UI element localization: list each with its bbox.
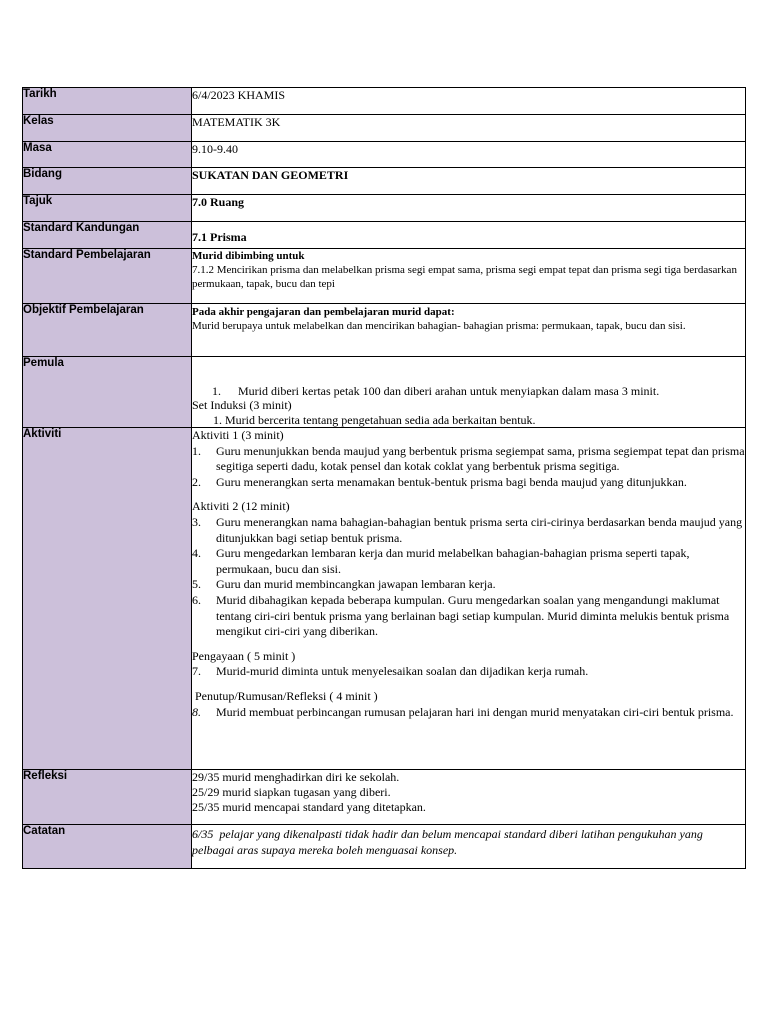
value-standard-kandungan: 7.1 Prisma bbox=[192, 222, 746, 249]
row-kelas bbox=[23, 115, 746, 142]
row-masa bbox=[23, 142, 746, 168]
row-standard-pembelajaran bbox=[23, 249, 746, 304]
row-catatan bbox=[23, 825, 746, 869]
value-standard-pembelajaran bbox=[192, 249, 746, 304]
list-item-text: Guru menunjukkan benda maujud yang berbentuk prisma segiempat sama, prisma segiempat tepat dan prisma segitiga seperti dadu, kotak pensel dan kotak coklat yang berbentuk prisma segitiga. bbox=[216, 443, 745, 474]
row-objektif bbox=[23, 304, 746, 357]
list-item-text: Guru menerangkan nama bahagian-bahagian bentuk prisma serta ciri-cirinya berdasarkan benda maujud yang ditunjukkan bagi setiap bentuk prisma. bbox=[216, 514, 743, 545]
label-refleksi: Refleksi bbox=[23, 770, 192, 825]
aktiviti-1-list bbox=[192, 444, 745, 491]
list-item bbox=[192, 546, 745, 577]
row-pemula bbox=[23, 357, 746, 428]
list-item bbox=[192, 475, 745, 491]
list-item bbox=[192, 577, 745, 593]
pengayaan-title: Pengayaan ( 5 minit ) bbox=[192, 648, 296, 663]
refleksi-line: 29/35 murid menghadirkan diri ke sekolah. bbox=[192, 770, 400, 784]
set-induksi-title: Set Induksi (3 minit) bbox=[192, 398, 292, 412]
value-tajuk: 7.0 Ruang bbox=[192, 195, 746, 222]
list-item-number: 5. bbox=[192, 577, 201, 592]
pemula-item bbox=[192, 385, 745, 398]
value-masa: 9.10-9.40 bbox=[192, 142, 746, 168]
label-objektif: Objektif Pembelajaran bbox=[23, 304, 192, 357]
label-bidang: Bidang bbox=[23, 168, 192, 195]
list-item bbox=[192, 664, 745, 680]
row-aktiviti bbox=[23, 428, 746, 770]
row-bidang bbox=[23, 168, 746, 195]
label-masa: Masa bbox=[23, 142, 192, 168]
list-item-number: 3. bbox=[192, 514, 201, 529]
objektif-text: Murid berupaya untuk melabelkan dan mencirikan bahagian- bahagian prisma: permukaan, tapak, bucu dan sisi. bbox=[192, 320, 686, 332]
label-catatan: Catatan bbox=[23, 825, 192, 869]
value-refleksi bbox=[192, 770, 746, 825]
label-tarikh: Tarikh bbox=[23, 88, 192, 115]
list-item-text: Murid dibahagikan kepada beberapa kumpulan. Guru mengedarkan soalan yang mengandungi maklumat tentang ciri-ciri bentuk prisma yang berlainan bagi setiap kumpulan. Murid diminta melukis bentuk prisma mengikut ciri-ciri yang diberikan. bbox=[216, 592, 730, 639]
row-tajuk bbox=[23, 195, 746, 222]
list-item-number: 6. bbox=[192, 592, 201, 607]
value-bidang: SUKATAN DAN GEOMETRI bbox=[192, 168, 746, 195]
list-item bbox=[192, 593, 745, 640]
label-standard-kandungan: Standard Kandungan bbox=[23, 222, 192, 249]
aktiviti-2-list bbox=[192, 515, 745, 640]
pemula-item-text: Murid diberi kertas petak 100 dan diberi arahan untuk menyiapkan dalam masa 3 minit. bbox=[238, 384, 660, 398]
list-item-text: Murid membuat perbincangan rumusan pelajaran hari ini dengan murid menyatakan ciri-ciri bentuk prisma. bbox=[216, 704, 734, 719]
standard-pembelajaran-heading: Murid dibimbing untuk bbox=[192, 250, 305, 262]
penutup-title: Penutup/Rumusan/Refleksi ( 4 minit ) bbox=[192, 688, 378, 703]
row-tarikh bbox=[23, 88, 746, 115]
value-tarikh: 6/4/2023 KHAMIS bbox=[192, 88, 746, 115]
label-aktiviti: Aktiviti bbox=[23, 428, 192, 770]
value-objektif bbox=[192, 304, 746, 357]
refleksi-line: 25/29 murid siapkan tugasan yang diberi. bbox=[192, 785, 391, 799]
list-item bbox=[192, 705, 745, 721]
list-item-number: 7. bbox=[192, 664, 201, 679]
label-kelas: Kelas bbox=[23, 115, 192, 142]
list-item-number: 4. bbox=[192, 546, 201, 561]
list-item-number: 1. bbox=[192, 443, 201, 458]
list-item-number: 8. bbox=[192, 704, 201, 719]
standard-pembelajaran-text: 7.1.2 Mencirikan prisma dan melabelkan prisma segi empat sama, prisma segi empat tepat dan prisma segi tiga berdasarkan permukaan, tapak, bucu dan tepi bbox=[192, 264, 737, 290]
list-item bbox=[192, 444, 745, 475]
list-item bbox=[192, 515, 745, 546]
list-item-text: Guru mengedarkan lembaran kerja dan murid melabelkan bahagian-bahagian prisma seperti tapak, permukaan, bucu dan sisi. bbox=[216, 546, 690, 576]
value-aktiviti bbox=[192, 428, 746, 770]
value-pemula bbox=[192, 357, 746, 428]
penutup-list bbox=[192, 705, 745, 721]
list-item-text: Guru menerangkan serta menamakan bentuk-bentuk prisma bagi benda maujud yang ditunjukkan. bbox=[216, 474, 687, 489]
value-kelas: MATEMATIK 3K bbox=[192, 115, 746, 142]
objektif-heading: Pada akhir pengajaran dan pembelajaran murid dapat: bbox=[192, 306, 455, 318]
label-tajuk: Tajuk bbox=[23, 195, 192, 222]
list-item-text: Murid-murid diminta untuk menyelesaikan soalan dan dijadikan kerja rumah. bbox=[216, 664, 589, 679]
value-catatan: 6/35 pelajar yang dikenalpasti tidak hadir dan belum mencapai standard diberi latihan pengukuhan yang pelbagai aras supaya mereka boleh menguasai konsep. bbox=[192, 825, 746, 869]
list-item-text: Guru dan murid membincangkan jawapan lembaran kerja. bbox=[216, 577, 496, 592]
lesson-plan-table bbox=[22, 87, 746, 869]
list-item-number: 2. bbox=[192, 474, 201, 489]
aktiviti-1-title: Aktiviti 1 (3 minit) bbox=[192, 428, 284, 442]
row-refleksi bbox=[23, 770, 746, 825]
pemula-item-number: 1. bbox=[212, 384, 221, 398]
pengayaan-list bbox=[192, 664, 745, 680]
label-standard-pembelajaran: Standard Pembelajaran bbox=[23, 249, 192, 304]
refleksi-line: 25/35 murid mencapai standard yang ditetapkan. bbox=[192, 800, 426, 814]
set-induksi-item: 1. Murid bercerita tentang pengetahuan sedia ada berkaitan bentuk. bbox=[213, 413, 536, 427]
label-pemula: Pemula bbox=[23, 357, 192, 428]
aktiviti-2-title: Aktiviti 2 (12 minit) bbox=[192, 499, 290, 514]
row-standard-kandungan bbox=[23, 222, 746, 249]
